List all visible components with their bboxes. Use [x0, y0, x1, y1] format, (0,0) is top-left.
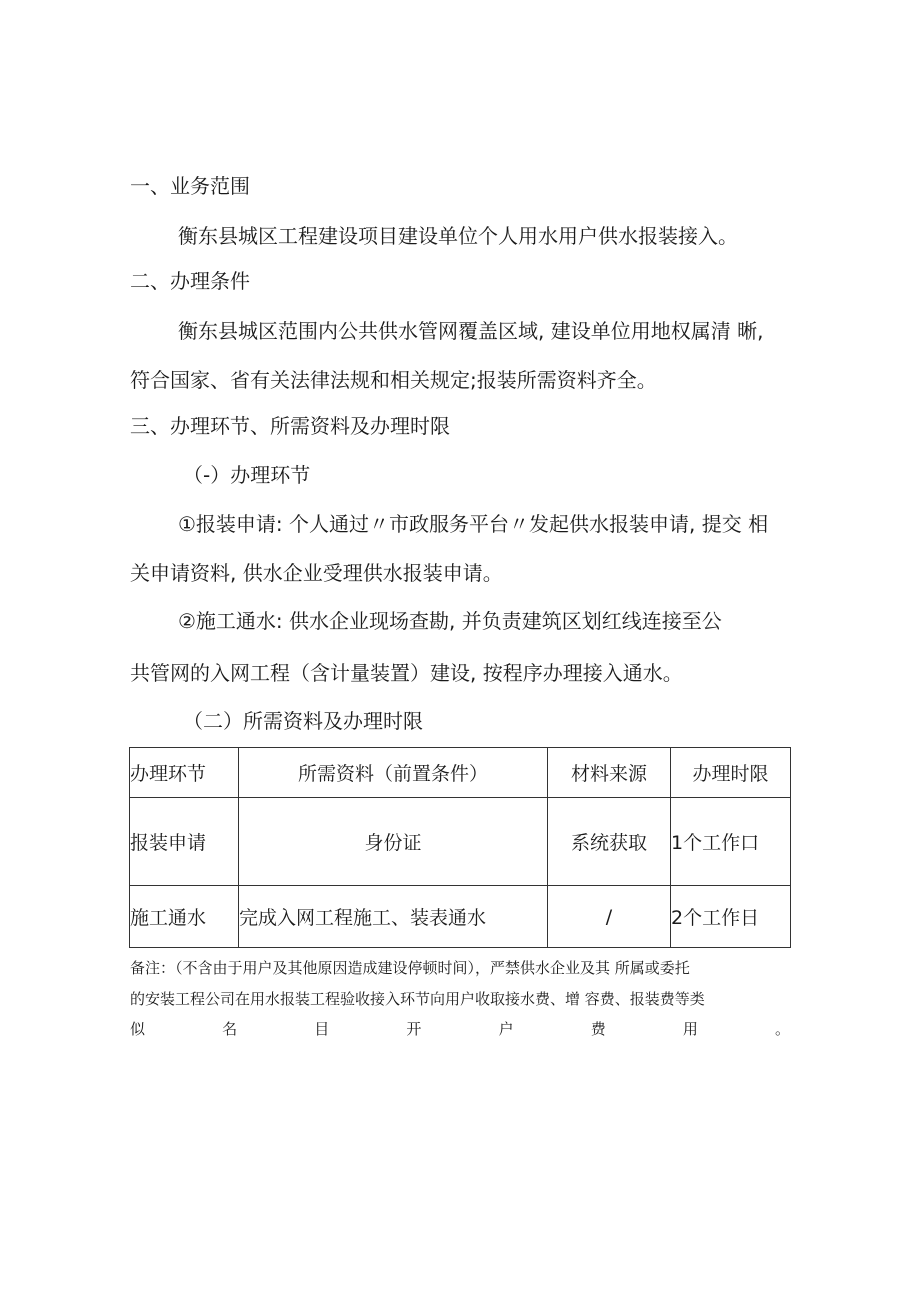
- table-cell: 施工通水: [130, 886, 239, 948]
- table-header-cell: 办理时限: [671, 748, 791, 798]
- table-cell: 报装申请: [130, 798, 239, 886]
- note-line1: 备注：（不含由于用户及其他原因造成建设停顿时间），严禁供水企业及其 所属或委托: [130, 959, 690, 977]
- table-cell: 系统获取: [548, 798, 671, 886]
- section-heading-procedure: 三、办理环节、所需资料及办理时限: [130, 414, 450, 438]
- step1-text-line1: ①报装申请: 个人通过〃市政服务平台〃发起供水报装申请, 提交 相: [178, 512, 769, 536]
- table-cell: 1个工作口: [671, 798, 791, 886]
- note-line2: 的安装工程公司在用水报装工程验收接入环节向用户收取接水费、增 容费、报装费等类: [130, 990, 705, 1008]
- subheading-procedure-steps: （-）办理环节: [183, 463, 311, 487]
- note-word: 。: [774, 1020, 790, 1038]
- table-row: [130, 886, 791, 948]
- table-header-cell: 材料来源: [548, 748, 671, 798]
- note-word: 开: [406, 1020, 422, 1038]
- note-word: 目: [314, 1020, 330, 1038]
- step2-text-line1: ②施工通水: 供水企业现场查勘, 并负责建筑区划红线连接至公: [178, 609, 722, 633]
- note-word: 似: [130, 1020, 146, 1038]
- table-cell: 身份证: [239, 798, 548, 886]
- subheading-materials-timelimit: （二）所需资料及办理时限: [183, 709, 423, 733]
- table-header-row: [130, 748, 791, 798]
- note-word: 名: [222, 1020, 238, 1038]
- table-header-cell: 所需资料（前置条件）: [239, 748, 548, 798]
- note-word: 费: [590, 1020, 606, 1038]
- note-line3: [130, 1019, 790, 1039]
- conditions-text-line1: 衡东县城区范围内公共供水管网覆盖区域, 建设单位用地权属清 晰,: [178, 319, 764, 343]
- table-cell: 2个工作日: [671, 886, 791, 948]
- conditions-text-line2: 符合国家、省有关法律法规和相关规定;报装所需资料齐全。: [130, 368, 657, 392]
- table-header-cell: 办理环节: [130, 748, 239, 798]
- table-cell: 完成入网工程施工、装表通水: [239, 886, 548, 948]
- business-scope-text: 衡东县城区工程建设项目建设单位个人用水用户供水报装接入。: [178, 224, 738, 248]
- table-row: [130, 798, 791, 886]
- note-word: 户: [498, 1020, 514, 1038]
- step1-text-line2: 关申请资料, 供水企业受理供水报装申请。: [130, 561, 503, 585]
- step2-text-line2: 共管网的入网工程（含计量装置）建设, 按程序办理接入通水。: [130, 661, 683, 685]
- section-heading-conditions: 二、办理条件: [130, 269, 250, 293]
- section-heading-business-scope: 一、业务范围: [130, 174, 250, 198]
- requirements-table: [129, 747, 791, 948]
- table-cell: /: [548, 886, 671, 948]
- note-word: 用: [682, 1020, 698, 1038]
